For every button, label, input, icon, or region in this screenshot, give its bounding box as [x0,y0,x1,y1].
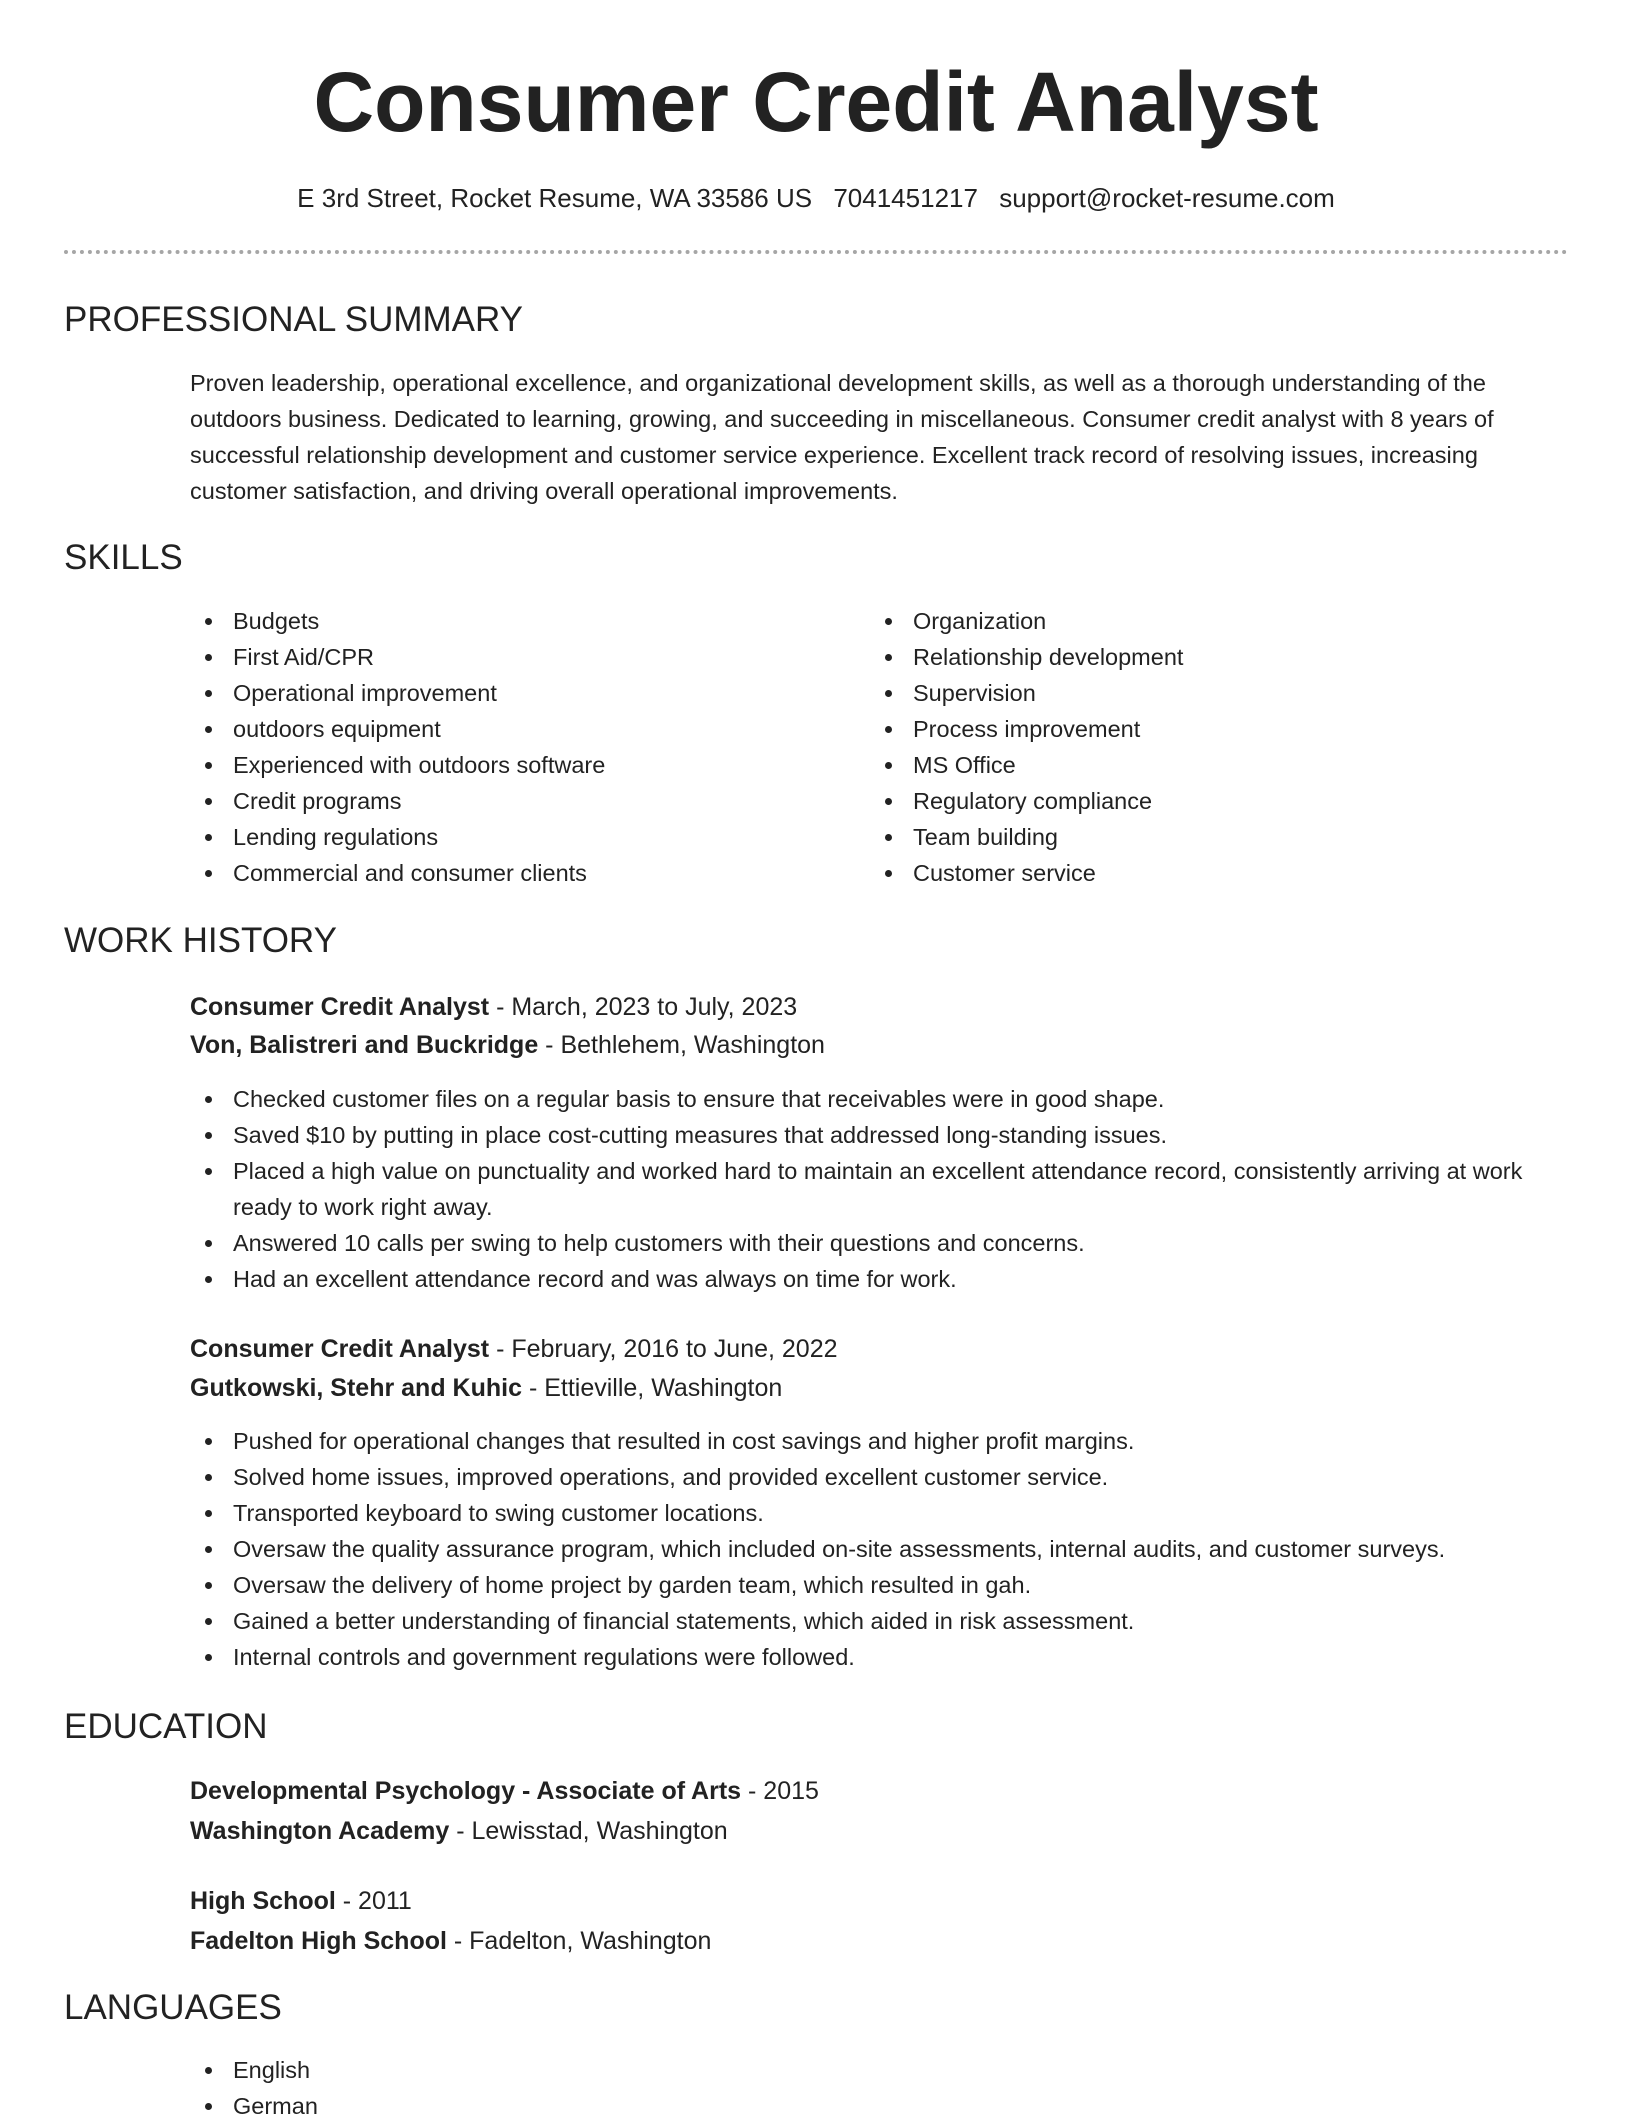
candidate-name: Consumer Credit Analyst [313,55,1319,149]
section-title-languages: LANGUAGES [64,1988,282,2027]
skill-item: Operational improvement [190,675,850,711]
section-title-education: EDUCATION [64,1707,268,1746]
job-bullet: Solved home issues, improved operations, and provided excellent customer service. [190,1459,1570,1495]
job-bullet-list [190,1423,1570,1675]
job-bullet: Oversaw the delivery of home project by garden team, which resulted in gah. [190,1567,1570,1603]
skill-item: Credit programs [190,783,850,819]
skill-item: MS Office [870,747,1570,783]
skill-item: Regulatory compliance [870,783,1570,819]
language-item: English [190,2052,1570,2088]
skill-item: outdoors equipment [190,711,850,747]
skill-item: Lending regulations [190,819,850,855]
summary-text: Proven leadership, operational excellence, and organizational development skills, as well as a thorough understanding of the outdoors business. Dedicated to learning, growing, and succeeding in miscellaneous. Consumer credit analyst with 8 years of successful relationship development and customer service experience. Excellent track record of resolving issues, increasing customer satisfaction, and driving overall operational improvements. [190,370,1494,504]
education-degree-line [190,1773,819,1809]
skill-item: Supervision [870,675,1570,711]
education-degree: High School [190,1887,336,1915]
job-bullet: Pushed for operational changes that resulted in cost savings and higher profit margins. [190,1423,1570,1459]
skill-item: Process improvement [870,711,1570,747]
skills-column-right [870,603,1570,891]
skill-item: Experienced with outdoors software [190,747,850,783]
skills-list-right [870,603,1570,891]
job-title-line [190,989,797,1025]
job-bullet: Saved $10 by putting in place cost-cutting measures that addressed long-standing issues. [190,1117,1570,1153]
skill-item: First Aid/CPR [190,639,850,675]
job-bullets [190,1423,1570,1675]
section-title-summary: PROFESSIONAL SUMMARY [64,300,523,339]
contact-email: support@rocket-resume.com [999,183,1335,213]
education-degree-line [190,1883,412,1919]
section-title-skills: SKILLS [64,538,183,577]
skill-item: Budgets [190,603,850,639]
skill-item: Relationship development [870,639,1570,675]
skills-list-left [190,603,850,891]
header-divider [64,250,1568,254]
education-school-line [190,1923,711,1959]
job-company: Von, Balistreri and Buckridge [190,1031,539,1059]
job-bullet-list [190,1081,1570,1297]
languages-list-wrap [190,2052,1570,2124]
job-bullet: Checked customer files on a regular basis to ensure that receivables were in good shape. [190,1081,1570,1117]
education-school: Fadelton High School [190,1927,447,1955]
job-bullet: Answered 10 calls per swing to help customers with their questions and concerns. [190,1225,1570,1261]
job-position: Consumer Credit Analyst [190,993,490,1021]
language-item: German [190,2088,1570,2124]
education-year: - 2011 [335,1887,412,1915]
education-degree: Developmental Psychology - Associate of Arts [190,1777,742,1805]
job-bullet: Internal controls and government regulations were followed. [190,1639,1570,1675]
job-location: - Bethlehem, Washington [538,1031,825,1059]
job-bullet: Gained a better understanding of financial statements, which aided in risk assessment. [190,1603,1570,1639]
job-company-line [190,1370,782,1406]
education-year: - 2015 [741,1777,819,1805]
contact-phone: 7041451217 [833,183,978,213]
skill-item: Customer service [870,855,1570,891]
job-location: - Ettieville, Washington [522,1374,783,1402]
job-dates: - February, 2016 to June, 2022 [489,1335,838,1363]
skill-item: Organization [870,603,1570,639]
job-title-line [190,1331,838,1367]
contact-address: E 3rd Street, Rocket Resume, WA 33586 US [297,183,813,213]
job-bullet: Had an excellent attendance record and was always on time for work. [190,1261,1570,1297]
skills-column-left [190,603,850,891]
skill-item: Team building [870,819,1570,855]
contact-line [0,180,1632,216]
job-dates: - March, 2023 to July, 2023 [489,993,798,1021]
job-bullet: Oversaw the quality assurance program, which included on-site assessments, internal audits, and customer surveys. [190,1531,1570,1567]
section-title-work-history: WORK HISTORY [64,921,337,960]
languages-list [190,2052,1570,2124]
job-bullet: Transported keyboard to swing customer locations. [190,1495,1570,1531]
education-school-line [190,1813,728,1849]
job-company-line [190,1027,825,1063]
education-location: - Lewisstad, Washington [449,1817,728,1845]
education-location: - Fadelton, Washington [446,1927,712,1955]
job-company: Gutkowski, Stehr and Kuhic [190,1374,522,1402]
skill-item: Commercial and consumer clients [190,855,850,891]
job-position: Consumer Credit Analyst [190,1335,490,1363]
job-bullet: Placed a high value on punctuality and worked hard to maintain an excellent attendance record, consistently arriving at work ready to work right away. [190,1153,1570,1225]
job-bullets [190,1081,1570,1297]
education-school: Washington Academy [190,1817,450,1845]
